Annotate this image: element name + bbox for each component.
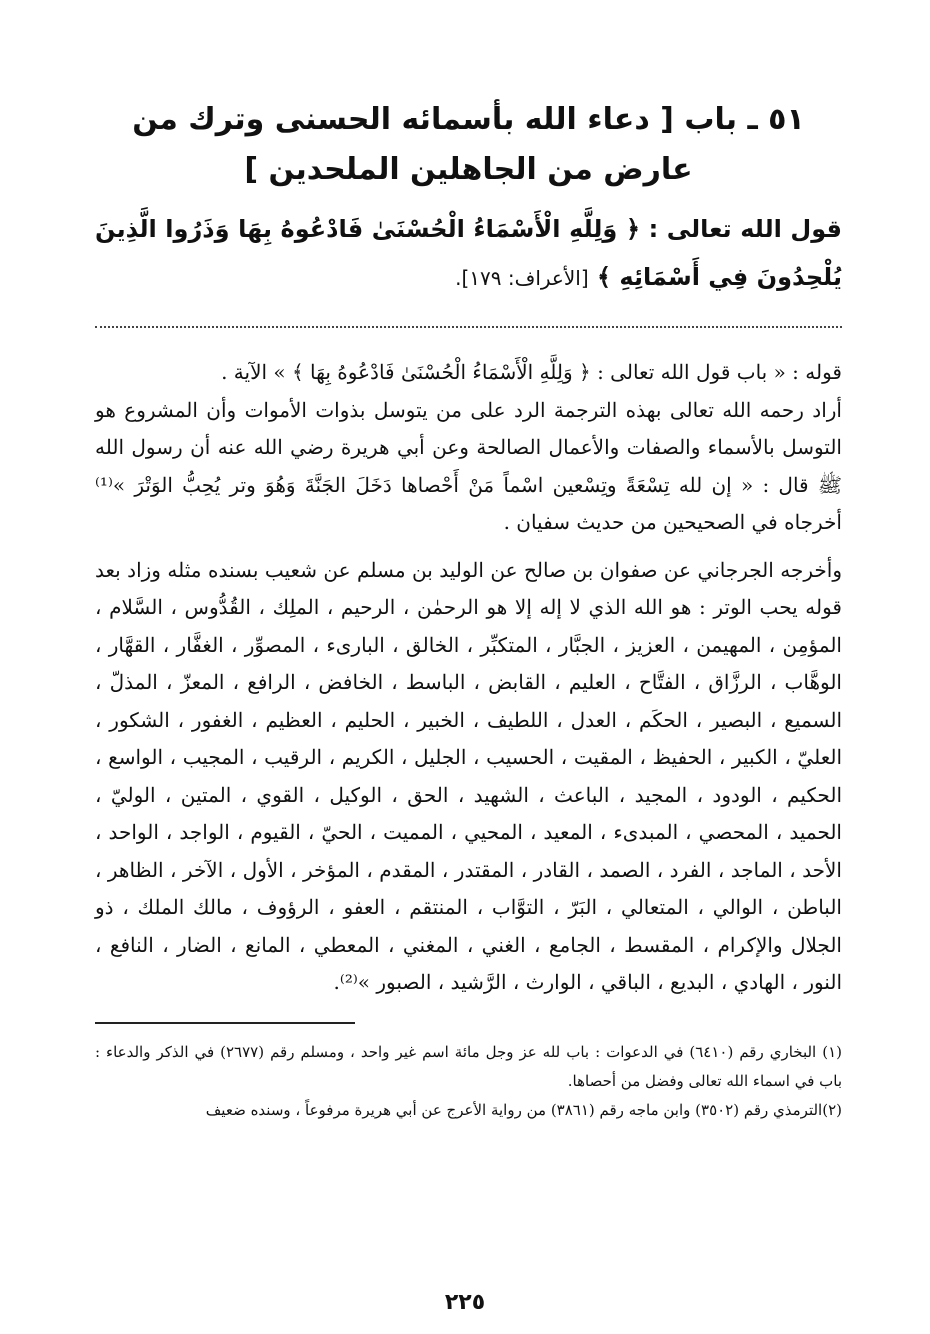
footnote-2: (٢)الترمذي رقم (٣٥٠٢) وابن ماجه رقم (٣٨٦١) من رواية الأعرج عن أبي هريرة مرفوعاً ، وسنده ضعيف [205, 1100, 842, 1119]
footnote-1: (١) البخاري رقم (٦٤١٠) في الدعوات : باب لله عز وجل مائة اسم غير واحد ، ومسلم رقم (٢٦٧٧) في الذكر والدعاء : باب في اسماء الله تعالى وفضل من أحصاها. [95, 1042, 842, 1090]
commentary-paragraph-1: أراد رحمه الله تعالى بهذه الترجمة الرد على من يتوسل بذوات الأموات وأن المشروع هو التوسل بالأسماء والصفات والأعمال الصالحة وعن أبي هريرة رضي الله عنه أن رسول الله ﷺ قال : « إن لله تِسْعَةً وتِسْعين اسْماً مَنْ أَحْصاها دَخَلَ الجَنَّةَ وَهُوَ وتر يُحِبُّ الوَتْرَ »⁽¹⁾ أخرجاه في الصحيحين من حديث سفيان . [95, 397, 842, 534]
verse-intro [95, 205, 842, 302]
page-content [95, 95, 842, 1334]
commentary-paragraph-2: وأخرجه الجرجاني عن صفوان بن صالح عن الوليد بن مسلم عن شعيب بسنده مثله وزاد بعد قوله يحب الوتر : هو الله الذي لا إله إلا هو الرحمٰن ، الرحيم ، الملِك ، القُدُّوس ، السَّلام ، المؤمِن ، المهيمن ، العزيز ، الجبَّار ، المتكبِّر ، الخالق ، البارىء ، المصوِّر ، الغفَّار ، القهَّار ، الوهَّاب ، الرزَّاق ، الفتَّاح ، العليم ، القابض ، الباسط ، الخافض ، الرافع ، المعزّ ، المذلّ ، السميع ، البصير ، الحكَم ، العدل ، اللطيف ، الخبير ، الحليم ، العظيم ، الغفور ، الشكور ، العليّ ، الكبير ، الحفيظ ، المقيت ، الحسيب ، الجليل ، الكريم ، الرقيب ، المجيب ، الواسع ، الحكيم ، الودود ، المجيد ، الباعث ، الشهيد ، الحق ، الوكيل ، القوي ، المتين ، الوليّ ، الحميد ، المحصي ، المبدىء ، المعيد ، المحيي ، المميت ، الحيّ ، القيوم ، الواجد ، الواحد ، الأحد ، الماجد ، الفرد ، الصمد ، القادر ، المقتدر ، المقدم ، المؤخر ، الأول ، الآخر ، الظاهر ، الباطن ، الوالي ، المتعالي ، البَرّ ، التوَّاب ، المنتقم ، العفو ، الرؤوف ، مالك الملك ، ذو الجلال والإكرام ، المقسط ، الجامع ، الغني ، المغني ، المعطي ، المانع ، الضار ، النافع ، النور ، الهادي ، البديع ، الباقي ، الوارث ، الرَّشيد ، الصبور »⁽²⁾. [95, 557, 842, 994]
verse-reference: [الأعراف: ١٧٩]. [455, 266, 589, 290]
footnote-divider [95, 1022, 355, 1024]
section-divider [95, 326, 842, 328]
commentary-lemma: قوله : « باب قول الله تعالى : ﴿ وَلِلَّهِ الْأَسْمَاءُ الْحُسْنَىٰ فَادْعُوهُ بِهَا ﴾ » الآية . [221, 360, 842, 384]
chapter-title: ٥١ ـ باب [ دعاء الله بأسمائه الحسنى وترك من عارض من الجاهلين الملحدين ] [132, 102, 805, 187]
verse-text: قول الله تعالى : ﴿ وَلِلَّهِ الْأَسْمَاءُ الْحُسْنَىٰ فَادْعُوهُ بِهَا وَذَرُوا الَّذِينَ يُلْحِدُونَ فِي أَسْمَائِهِ ﴾ [95, 215, 842, 291]
page-number: ٢٢٥ [444, 1290, 486, 1315]
